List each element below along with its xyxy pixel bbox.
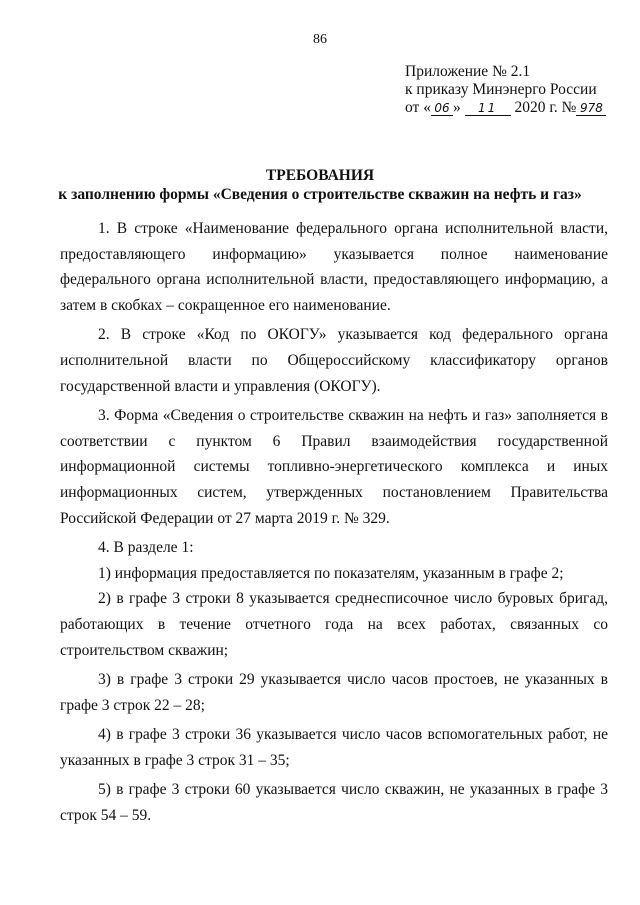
paragraph-1: 1. В строке «Наименование федерального органа исполнительной власти, предоставляющего информацию» указывается полное наименование федерального органа исполнительной власти, предоставляющего информацию, а затем в скобках – сокращенное его наименование. bbox=[60, 220, 608, 314]
appendix-header bbox=[405, 63, 606, 117]
paragraph-2: 2. В строке «Код по ОКОГУ» указывается код федерального органа исполнительной власти по Общероссийскому классификатору органов государственной власти и управления (ОКОГУ). bbox=[60, 326, 608, 395]
paragraph-3: 3. Форма «Сведения о строительстве скважин на нефть и газ» заполняется в соответствии с пунктом 6 Правил взаимодействия государственной информационной системы топливно-энергетического комплекса и иных информационных систем, утвержденных постановлением Правительства Российской Федерации от 27 марта 2019 г. № 329. bbox=[60, 407, 608, 527]
paragraph-4-item-4: 4) в графе 3 строки 36 указывается число часов вспомогательных работ, не указанных в графе 3 строк 31 – 35; bbox=[60, 726, 608, 769]
appendix-order-ref: к приказу Минэнерго России bbox=[405, 81, 597, 98]
handwritten-month: 11 bbox=[465, 102, 511, 116]
document-title: ТРЕБОВАНИЯ bbox=[265, 167, 375, 184]
paragraph-4: 4. В разделе 1: bbox=[98, 539, 194, 557]
appendix-date-line bbox=[405, 99, 606, 117]
paragraph-4-item-5: 5) в графе 3 строки 60 указывается число скважин, не указанных в графе 3 строк 54 – 59. bbox=[60, 781, 608, 825]
paragraph-4-item-1: 1) информация предоставляется по показателям, указанным в графе 2; bbox=[98, 564, 564, 582]
paragraph-4-item-2: 2) в графе 3 строки 8 указывается среднесписочное число буровых бригад, работающих в течение отчетного года на всех работах, связанных со строительством скважин; bbox=[60, 590, 608, 659]
page-number: 86 bbox=[313, 32, 327, 47]
handwritten-day: 06 bbox=[431, 102, 453, 116]
appendix-title: Приложение № 2.1 bbox=[405, 63, 531, 80]
handwritten-order-number: 978 bbox=[576, 102, 606, 116]
date-year: 2020 г. № bbox=[514, 99, 577, 116]
date-prefix: от « bbox=[405, 99, 431, 116]
paragraph-4-item-3: 3) в графе 3 строки 29 указывается число часов простоев, не указанных в графе 3 строк 22 – 28; bbox=[60, 671, 608, 714]
document-body bbox=[60, 216, 608, 833]
document-subtitle: к заполнению формы «Сведения о строительстве скважин на нефть и газ» bbox=[58, 186, 582, 203]
date-quote-close: » bbox=[452, 99, 461, 116]
